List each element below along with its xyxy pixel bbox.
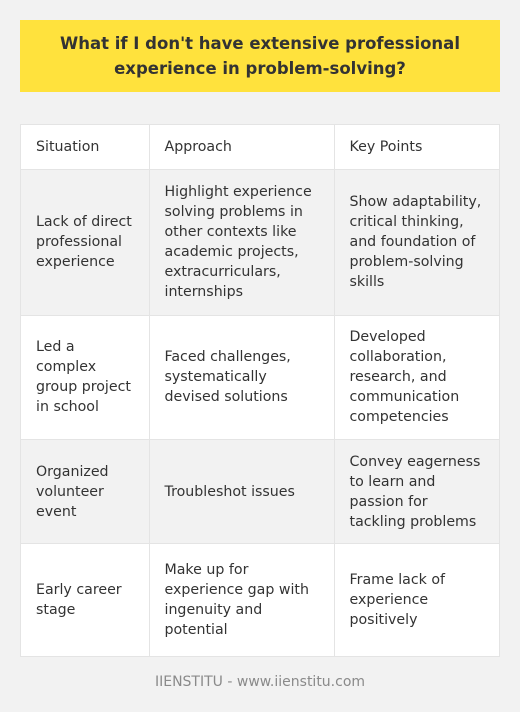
table-row [21, 169, 499, 315]
footer-credit: IIENSTITU - www.iienstitu.com [154, 674, 366, 690]
approach-cell: Faced challenges, systematically devised solutions [149, 315, 334, 439]
table-row [21, 315, 499, 439]
key-points-cell: Convey eagerness to learn and passion for tackling problems [334, 440, 499, 544]
approach-cell: Troubleshot issues [149, 440, 334, 544]
table-header-row [21, 125, 499, 169]
table-row [21, 440, 499, 544]
header-situation: Situation [21, 125, 149, 169]
situation-cell: Organized volunteer event [36, 463, 109, 520]
situation-cell: Led a complex group project in school [36, 339, 131, 416]
situation-cell: Early career stage [36, 582, 122, 619]
key-points-cell: Show adaptability, critical thinking, and foundation of problem-solving skills [334, 169, 499, 315]
key-points-cell: Frame lack of experience positively [334, 544, 499, 656]
approach-cell: Highlight experience solving problems in other contexts like academic projects, extracurriculars, internships [149, 169, 334, 315]
comparison-table-card [20, 124, 500, 657]
approach-cell: Make up for experience gap with ingenuity and potential [149, 544, 334, 656]
header-key-points: Key Points [334, 125, 499, 169]
table-row [21, 544, 499, 656]
title-banner [20, 20, 500, 92]
header-approach: Approach [149, 125, 334, 169]
page-title: What if I don't have extensive professional experience in problem-solving? [60, 34, 460, 78]
key-points-cell: Developed collaboration, research, and communication competencies [334, 315, 499, 439]
comparison-table [21, 125, 499, 656]
situation-cell: Lack of direct professional experience [36, 214, 132, 271]
